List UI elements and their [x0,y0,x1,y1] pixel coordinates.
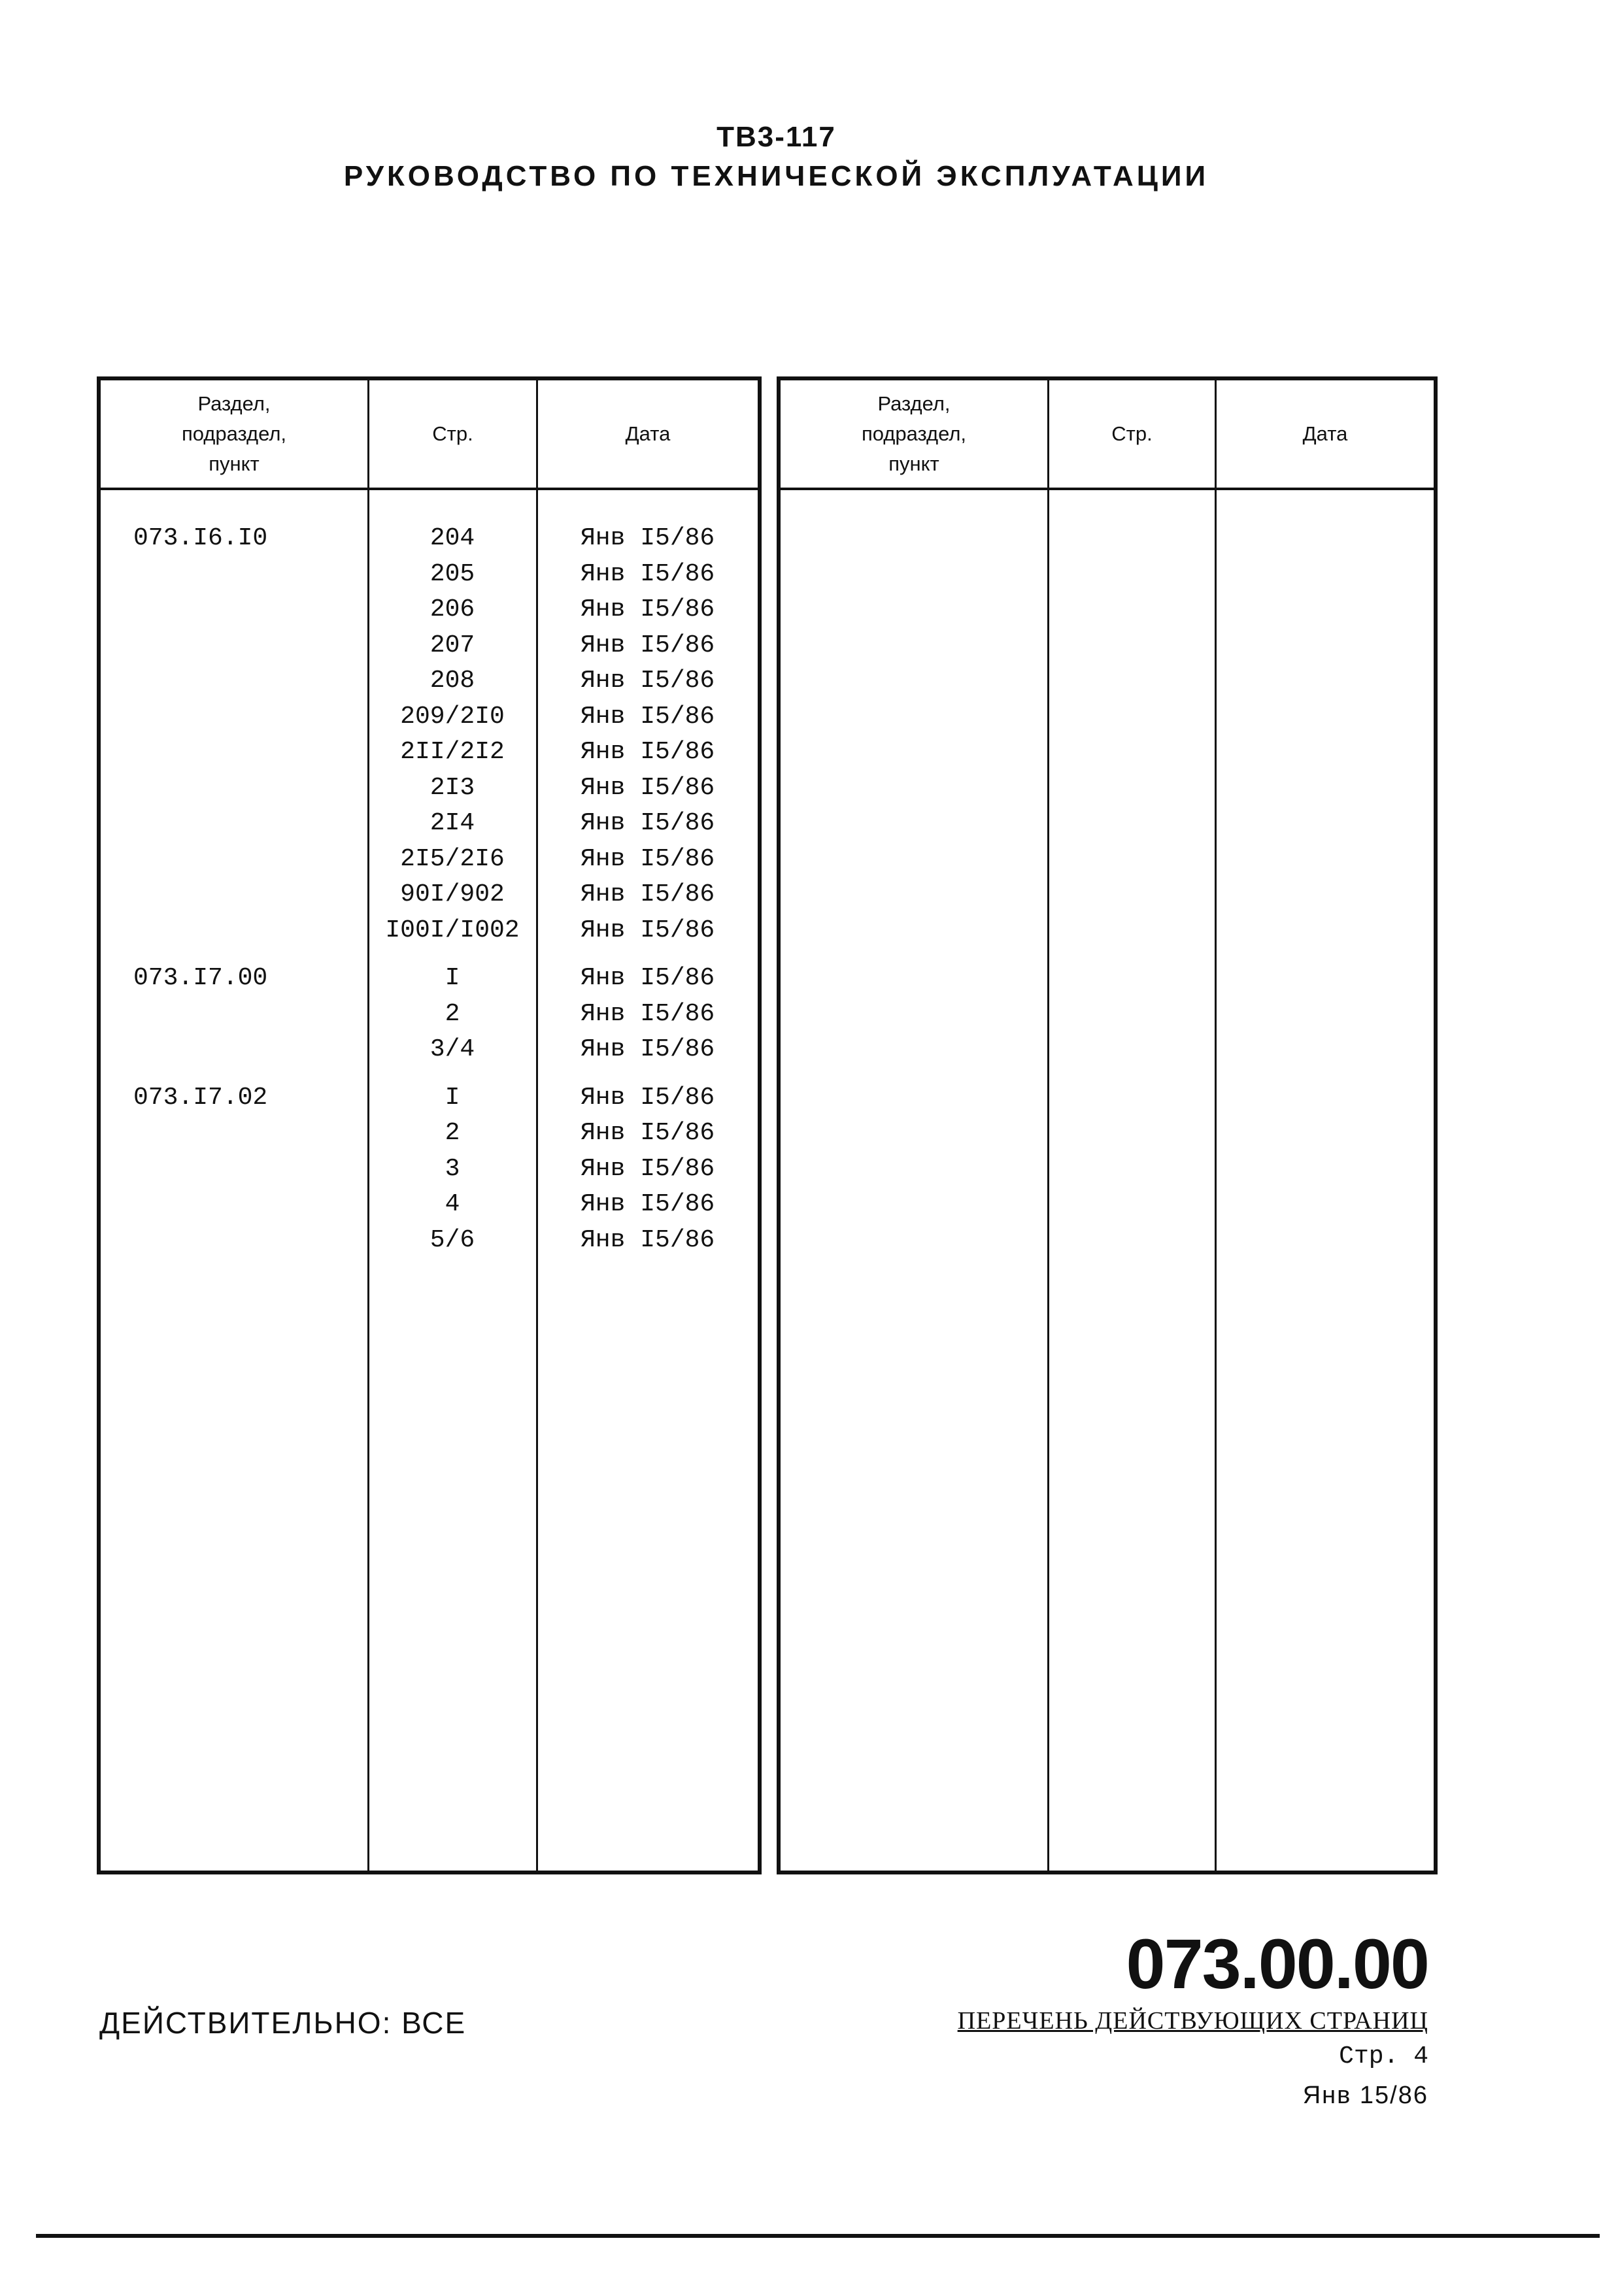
row-page: 209/2I0 [400,702,505,731]
row-date: Янв I5/86 [581,1190,715,1218]
page-number: Стр. 4 [1339,2042,1428,2071]
row-page: I00I/I002 [385,916,520,944]
row-page: 2I4 [430,809,475,837]
row-date: Янв I5/86 [581,880,715,908]
column-header-date [538,380,758,488]
validity-note: ДЕЙСТВИТЕЛЬНО: ВСЕ [99,2006,467,2040]
revision-date: Янв 15/86 [1302,2082,1428,2109]
row-date: Янв I5/86 [581,809,715,837]
row-date: Янв I5/86 [581,916,715,944]
row-date: Янв I5/86 [581,844,715,873]
row-page: 5/6 [430,1225,475,1254]
row-page: I [445,964,460,992]
row-date: Янв I5/86 [581,595,715,624]
row-date: Янв I5/86 [581,1083,715,1112]
header-line: Раздел, [877,392,951,415]
header-line: Дата [625,422,671,445]
row-page: 2I3 [430,773,475,802]
row-page: 204 [430,524,475,552]
header-line: подраздел, [861,422,967,445]
row-date: Янв I5/86 [581,1119,715,1147]
column-header-page [1049,380,1215,488]
pages-table-left [97,376,762,1874]
header-line: Стр. [1111,422,1153,445]
row-page: 208 [430,667,475,695]
row-page: 205 [430,559,475,588]
row-date: Янв I5/86 [581,559,715,588]
row-page: 2 [445,1119,460,1147]
row-page: 90I/902 [400,880,505,908]
header-line: пункт [209,452,260,475]
column-divider [1047,380,1049,1871]
row-date: Янв I5/86 [581,999,715,1028]
row-page: 4 [445,1190,460,1218]
column-divider [1215,380,1217,1871]
column-divider [536,380,538,1871]
row-page: 3 [445,1154,460,1183]
header-divider [781,488,1434,490]
header-line: Раздел, [197,392,271,415]
row-page: 2 [445,999,460,1028]
row-page: I [445,1083,460,1112]
document-id: ТВ3-117 [716,121,836,153]
chapter-code: 073.00.00 [1126,1924,1428,2003]
row-date: Янв I5/86 [581,773,715,802]
row-page: 2II/2I2 [400,738,505,766]
bottom-rule [36,2234,1600,2238]
column-header-section [101,380,367,488]
row-date: Янв I5/86 [581,702,715,731]
row-page: 206 [430,595,475,624]
row-date: Янв I5/86 [581,1154,715,1183]
header-line: подраздел, [181,422,287,445]
row-section: 073.I7.00 [133,964,268,992]
row-section: 073.I6.I0 [133,524,268,552]
row-date: Янв I5/86 [581,667,715,695]
column-header-section [781,380,1047,488]
header-line: Стр. [432,422,473,445]
row-page: 2I5/2I6 [400,844,505,873]
row-date: Янв I5/86 [581,1225,715,1254]
row-date: Янв I5/86 [581,738,715,766]
row-date: Янв I5/86 [581,1035,715,1063]
column-header-date [1217,380,1434,488]
column-header-page [369,380,536,488]
header-line: пункт [888,452,939,475]
pages-table-right [777,376,1438,1874]
page-list-title: ПЕРЕЧЕНЬ ДЕЙСТВУЮЩИХ СТРАНИЦ [957,2007,1428,2035]
row-date: Янв I5/86 [581,524,715,552]
row-date: Янв I5/86 [581,631,715,659]
row-page: 3/4 [430,1035,475,1063]
row-page: 207 [430,631,475,659]
document-title: РУКОВОДСТВО ПО ТЕХНИЧЕСКОЙ ЭКСПЛУАТАЦИИ [343,160,1209,192]
header-divider [101,488,758,490]
header-line: Дата [1302,422,1348,445]
row-date: Янв I5/86 [581,964,715,992]
row-section: 073.I7.02 [133,1083,268,1112]
